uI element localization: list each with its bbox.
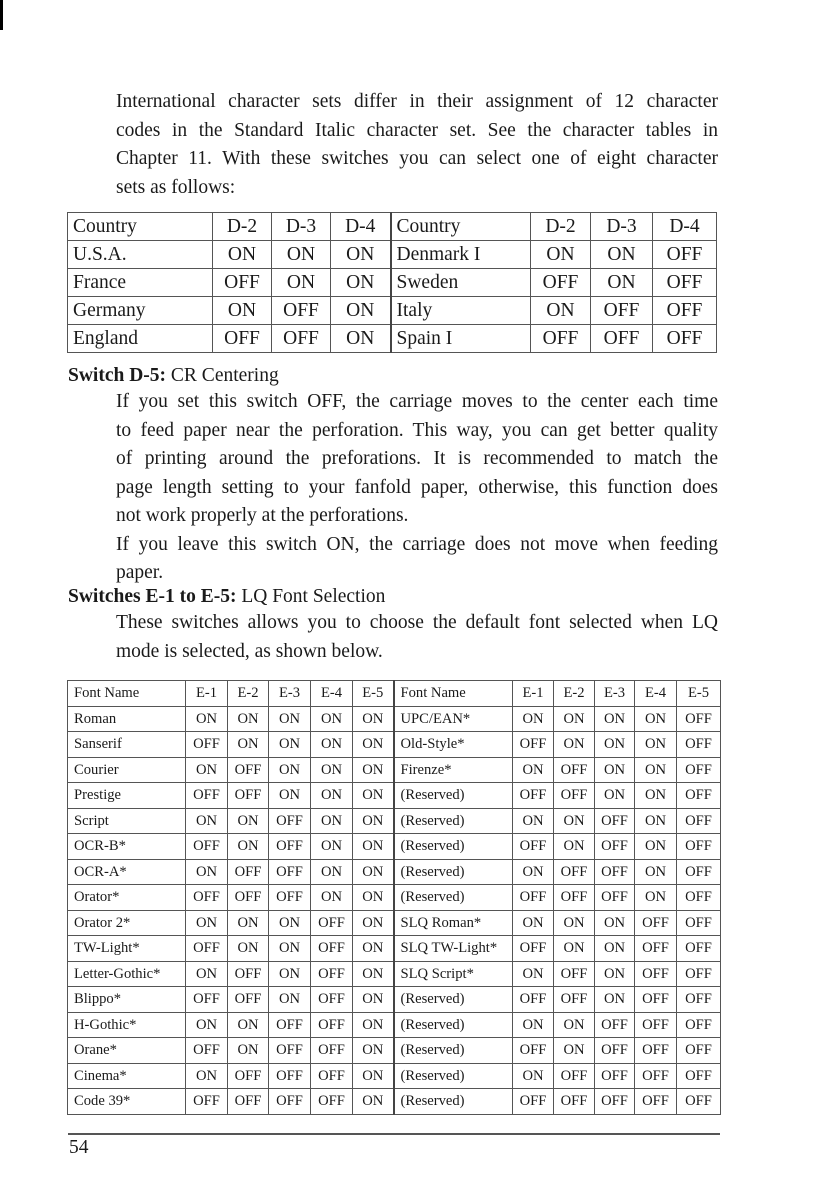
table-cell-switch-value: OFF bbox=[591, 297, 653, 325]
table-cell-switch-value: ON bbox=[353, 834, 394, 860]
table-cell-switch-value: OFF bbox=[513, 885, 554, 911]
table-cell-switch-value: ON bbox=[186, 808, 228, 834]
table-cell-switch-value: ON bbox=[353, 987, 394, 1013]
table-cell-switch-value: OFF bbox=[677, 1012, 721, 1038]
switch-e-label: Switches E-1 to E-5: bbox=[68, 586, 237, 607]
table-cell-switch-value: OFF bbox=[595, 1089, 635, 1115]
footer-rule bbox=[68, 1133, 720, 1135]
table-cell-switch-value: OFF bbox=[677, 808, 721, 834]
table-cell-switch-value: OFF bbox=[653, 325, 717, 353]
table-cell-name: TW-Light* bbox=[68, 936, 186, 962]
switch-e-heading bbox=[68, 585, 385, 609]
intro-line: codes in the Standard Italic character set. See the character tables in bbox=[116, 119, 718, 141]
table-cell-switch-value: ON bbox=[353, 783, 394, 809]
table-cell-switch-value: ON bbox=[228, 936, 269, 962]
table-cell-switch-value: OFF bbox=[269, 1063, 311, 1089]
table-cell-switch-value: OFF bbox=[513, 1038, 554, 1064]
table-cell-switch-value: ON bbox=[531, 241, 591, 269]
column-header: E-2 bbox=[554, 681, 595, 707]
table-cell-switch-value: ON bbox=[554, 936, 595, 962]
table-cell-switch-value: OFF bbox=[228, 885, 269, 911]
table-cell-switch-value: OFF bbox=[311, 987, 353, 1013]
table-cell-switch-value: OFF bbox=[554, 783, 595, 809]
column-header: Country bbox=[68, 213, 213, 241]
table-cell-switch-value: ON bbox=[228, 732, 269, 758]
country-switch-table bbox=[67, 212, 717, 353]
table-cell-switch-value: OFF bbox=[653, 241, 717, 269]
table-row bbox=[68, 1038, 721, 1064]
table-cell-name: Cinema* bbox=[68, 1063, 186, 1089]
table-cell-switch-value: OFF bbox=[186, 936, 228, 962]
table-cell-switch-value: ON bbox=[353, 936, 394, 962]
table-cell-switch-value: ON bbox=[591, 269, 653, 297]
table-cell-name: (Reserved) bbox=[394, 1063, 513, 1089]
d5-line: If you set this switch OFF, the carriage moves to the center each time bbox=[116, 391, 718, 412]
table-cell-switch-value: ON bbox=[331, 297, 391, 325]
table-row bbox=[68, 987, 721, 1013]
table-row bbox=[68, 241, 717, 269]
table-cell-switch-value: OFF bbox=[635, 910, 677, 936]
switch-d5-paragraph bbox=[116, 388, 718, 588]
table-row bbox=[68, 783, 721, 809]
table-cell-switch-value: OFF bbox=[311, 910, 353, 936]
table-cell-name: Courier bbox=[68, 757, 186, 783]
table-cell-switch-value: ON bbox=[513, 910, 554, 936]
table-cell-switch-value: ON bbox=[513, 757, 554, 783]
table-cell-switch-value: OFF bbox=[677, 783, 721, 809]
table-cell-switch-value: ON bbox=[213, 297, 272, 325]
table-cell-switch-value: OFF bbox=[554, 1089, 595, 1115]
table-cell-switch-value: OFF bbox=[513, 987, 554, 1013]
table-cell-switch-value: ON bbox=[311, 859, 353, 885]
intro-paragraph bbox=[116, 88, 718, 202]
table-cell-switch-value: OFF bbox=[677, 885, 721, 911]
table-cell-switch-value: OFF bbox=[186, 1038, 228, 1064]
table-cell-name: (Reserved) bbox=[394, 834, 513, 860]
column-header: D-3 bbox=[272, 213, 331, 241]
column-header: D-2 bbox=[531, 213, 591, 241]
table-cell-switch-value: ON bbox=[228, 706, 269, 732]
table-cell-switch-value: ON bbox=[595, 706, 635, 732]
table-cell-switch-value: ON bbox=[635, 808, 677, 834]
table-cell-name: Code 39* bbox=[68, 1089, 186, 1115]
table-cell-switch-value: ON bbox=[554, 1038, 595, 1064]
table-cell-switch-value: OFF bbox=[677, 1038, 721, 1064]
table-cell-name: Orator* bbox=[68, 885, 186, 911]
table-cell-switch-value: ON bbox=[186, 961, 228, 987]
table-cell-switch-value: OFF bbox=[269, 1012, 311, 1038]
column-header: E-3 bbox=[595, 681, 635, 707]
table-cell-switch-value: ON bbox=[311, 808, 353, 834]
table-cell-name: Firenze* bbox=[394, 757, 513, 783]
table-cell-switch-value: ON bbox=[353, 885, 394, 911]
table-cell-switch-value: OFF bbox=[269, 808, 311, 834]
table-cell-switch-value: OFF bbox=[186, 987, 228, 1013]
column-header: Font Name bbox=[394, 681, 513, 707]
table-cell-name: Italy bbox=[391, 297, 531, 325]
table-cell-switch-value: OFF bbox=[677, 706, 721, 732]
table-cell-switch-value: OFF bbox=[554, 757, 595, 783]
table-cell-switch-value: ON bbox=[513, 1012, 554, 1038]
table-cell-switch-value: ON bbox=[269, 936, 311, 962]
table-cell-switch-value: ON bbox=[269, 987, 311, 1013]
column-header: D-4 bbox=[653, 213, 717, 241]
table-cell-switch-value: ON bbox=[513, 808, 554, 834]
table-cell-switch-value: ON bbox=[595, 987, 635, 1013]
table-cell-switch-value: OFF bbox=[595, 1038, 635, 1064]
table-cell-switch-value: OFF bbox=[677, 1089, 721, 1115]
table-header-row bbox=[68, 681, 721, 707]
table-cell-name: Roman bbox=[68, 706, 186, 732]
column-header: D-2 bbox=[213, 213, 272, 241]
column-header: Font Name bbox=[68, 681, 186, 707]
table-cell-switch-value: OFF bbox=[635, 1038, 677, 1064]
table-cell-switch-value: OFF bbox=[228, 1089, 269, 1115]
table-row bbox=[68, 757, 721, 783]
table-cell-switch-value: ON bbox=[595, 936, 635, 962]
table-cell-switch-value: OFF bbox=[311, 961, 353, 987]
table-row bbox=[68, 936, 721, 962]
table-row bbox=[68, 297, 717, 325]
d5-line: paper. bbox=[116, 562, 164, 583]
table-cell-name: (Reserved) bbox=[394, 1089, 513, 1115]
table-cell-switch-value: OFF bbox=[554, 1063, 595, 1089]
table-cell-switch-value: OFF bbox=[213, 269, 272, 297]
table-cell-switch-value: OFF bbox=[591, 325, 653, 353]
table-cell-switch-value: OFF bbox=[513, 936, 554, 962]
column-header: E-5 bbox=[677, 681, 721, 707]
table-cell-switch-value: ON bbox=[269, 732, 311, 758]
table-cell-switch-value: ON bbox=[269, 706, 311, 732]
table-cell-switch-value: OFF bbox=[513, 1089, 554, 1115]
table-row bbox=[68, 961, 721, 987]
column-header: E-2 bbox=[228, 681, 269, 707]
table-cell-switch-value: OFF bbox=[228, 1063, 269, 1089]
table-cell-switch-value: ON bbox=[186, 1012, 228, 1038]
table-cell-switch-value: ON bbox=[228, 834, 269, 860]
table-cell-switch-value: ON bbox=[635, 732, 677, 758]
table-cell-switch-value: OFF bbox=[595, 834, 635, 860]
table-cell-name: SLQ Script* bbox=[394, 961, 513, 987]
table-cell-switch-value: ON bbox=[353, 1012, 394, 1038]
table-cell-switch-value: ON bbox=[331, 269, 391, 297]
table-cell-switch-value: ON bbox=[353, 1038, 394, 1064]
table-row bbox=[68, 885, 721, 911]
table-cell-switch-value: ON bbox=[595, 757, 635, 783]
switch-e-paragraph bbox=[116, 609, 718, 666]
table-cell-switch-value: OFF bbox=[677, 859, 721, 885]
column-header: E-5 bbox=[353, 681, 394, 707]
table-cell-switch-value: ON bbox=[331, 241, 391, 269]
table-cell-switch-value: OFF bbox=[677, 936, 721, 962]
table-cell-name: Denmark I bbox=[391, 241, 531, 269]
column-header: E-1 bbox=[186, 681, 228, 707]
table-row bbox=[68, 732, 721, 758]
table-cell-switch-value: OFF bbox=[531, 325, 591, 353]
table-cell-switch-value: ON bbox=[595, 783, 635, 809]
table-cell-name: (Reserved) bbox=[394, 987, 513, 1013]
table-cell-switch-value: OFF bbox=[677, 910, 721, 936]
table-cell-switch-value: OFF bbox=[677, 1063, 721, 1089]
table-cell-switch-value: OFF bbox=[213, 325, 272, 353]
table-cell-switch-value: ON bbox=[595, 910, 635, 936]
table-cell-name: Letter-Gothic* bbox=[68, 961, 186, 987]
table-cell-switch-value: ON bbox=[353, 961, 394, 987]
table-row bbox=[68, 1089, 721, 1115]
table-row bbox=[68, 1063, 721, 1089]
table-cell-switch-value: OFF bbox=[595, 859, 635, 885]
table-cell-switch-value: OFF bbox=[554, 961, 595, 987]
d5-line: not work properly at the perforations. bbox=[116, 505, 409, 526]
page-number: 54 bbox=[69, 1137, 89, 1158]
table-cell-switch-value: OFF bbox=[186, 1089, 228, 1115]
table-cell-name: (Reserved) bbox=[394, 1012, 513, 1038]
table-cell-switch-value: ON bbox=[311, 834, 353, 860]
table-cell-name: OCR-B* bbox=[68, 834, 186, 860]
table-row bbox=[68, 808, 721, 834]
table-cell-name: Sweden bbox=[391, 269, 531, 297]
table-cell-switch-value: OFF bbox=[554, 859, 595, 885]
table-cell-switch-value: ON bbox=[228, 1038, 269, 1064]
table-cell-switch-value: ON bbox=[186, 706, 228, 732]
table-cell-switch-value: ON bbox=[311, 783, 353, 809]
table-cell-switch-value: ON bbox=[186, 910, 228, 936]
column-header: E-4 bbox=[311, 681, 353, 707]
table-cell-switch-value: ON bbox=[311, 885, 353, 911]
table-cell-switch-value: OFF bbox=[513, 834, 554, 860]
font-selection-table bbox=[67, 680, 721, 1115]
table-cell-name: SLQ TW-Light* bbox=[394, 936, 513, 962]
table-cell-switch-value: OFF bbox=[272, 325, 331, 353]
table-cell-switch-value: ON bbox=[635, 783, 677, 809]
table-cell-switch-value: OFF bbox=[311, 1063, 353, 1089]
table-cell-switch-value: OFF bbox=[635, 1063, 677, 1089]
table-cell-name: UPC/EAN* bbox=[394, 706, 513, 732]
table-cell-name: Sanserif bbox=[68, 732, 186, 758]
table-cell-switch-value: OFF bbox=[635, 936, 677, 962]
table-cell-switch-value: ON bbox=[269, 961, 311, 987]
table-cell-switch-value: OFF bbox=[269, 1038, 311, 1064]
table-cell-switch-value: ON bbox=[554, 834, 595, 860]
table-cell-switch-value: OFF bbox=[186, 885, 228, 911]
column-header: D-3 bbox=[591, 213, 653, 241]
d5-line: to feed paper near the perforation. This way, you can get better quality bbox=[116, 419, 718, 441]
intro-line: Chapter 11. With these switches you can select one of eight character bbox=[116, 148, 718, 169]
table-cell-switch-value: OFF bbox=[554, 885, 595, 911]
table-cell-switch-value: OFF bbox=[311, 1089, 353, 1115]
switch-e-title: LQ Font Selection bbox=[236, 586, 386, 607]
table-cell-switch-value: ON bbox=[531, 297, 591, 325]
table-cell-switch-value: ON bbox=[228, 1012, 269, 1038]
table-cell-switch-value: ON bbox=[186, 1063, 228, 1089]
column-header: E-1 bbox=[513, 681, 554, 707]
table-row bbox=[68, 834, 721, 860]
table-cell-switch-value: OFF bbox=[311, 1012, 353, 1038]
table-cell-switch-value: ON bbox=[228, 910, 269, 936]
table-cell-name: OCR-A* bbox=[68, 859, 186, 885]
table-cell-switch-value: ON bbox=[311, 706, 353, 732]
switch-d5-label: Switch D-5: bbox=[68, 365, 167, 386]
table-cell-name: H-Gothic* bbox=[68, 1012, 186, 1038]
table-header-row bbox=[68, 213, 717, 241]
table-cell-switch-value: OFF bbox=[269, 885, 311, 911]
table-cell-switch-value: OFF bbox=[513, 783, 554, 809]
table-cell-switch-value: OFF bbox=[554, 987, 595, 1013]
table-cell-switch-value: OFF bbox=[228, 859, 269, 885]
table-cell-switch-value: OFF bbox=[635, 1089, 677, 1115]
table-cell-switch-value: ON bbox=[331, 325, 391, 353]
table-cell-switch-value: ON bbox=[353, 1089, 394, 1115]
table-cell-name: Germany bbox=[68, 297, 213, 325]
table-cell-switch-value: ON bbox=[228, 808, 269, 834]
table-cell-switch-value: ON bbox=[269, 783, 311, 809]
table-cell-switch-value: ON bbox=[353, 859, 394, 885]
table-cell-switch-value: OFF bbox=[653, 269, 717, 297]
table-cell-switch-value: ON bbox=[272, 269, 331, 297]
table-cell-name: Script bbox=[68, 808, 186, 834]
table-cell-name: Prestige bbox=[68, 783, 186, 809]
table-cell-switch-value: OFF bbox=[677, 834, 721, 860]
table-cell-name: (Reserved) bbox=[394, 808, 513, 834]
table-cell-name: (Reserved) bbox=[394, 783, 513, 809]
table-cell-switch-value: ON bbox=[513, 706, 554, 732]
table-cell-switch-value: OFF bbox=[595, 808, 635, 834]
table-cell-switch-value: ON bbox=[186, 859, 228, 885]
intro-line: International character sets differ in their assignment of 12 character bbox=[116, 91, 718, 112]
table-cell-switch-value: ON bbox=[353, 706, 394, 732]
table-cell-switch-value: ON bbox=[595, 961, 635, 987]
table-cell-switch-value: OFF bbox=[228, 757, 269, 783]
table-cell-name: Orator 2* bbox=[68, 910, 186, 936]
table-cell-switch-value: ON bbox=[635, 757, 677, 783]
table-cell-name: France bbox=[68, 269, 213, 297]
table-cell-switch-value: ON bbox=[513, 859, 554, 885]
table-cell-switch-value: ON bbox=[269, 910, 311, 936]
table-cell-switch-value: ON bbox=[554, 910, 595, 936]
table-cell-name: England bbox=[68, 325, 213, 353]
table-cell-switch-value: OFF bbox=[595, 1012, 635, 1038]
table-cell-switch-value: ON bbox=[635, 834, 677, 860]
d5-line: If you leave this switch ON, the carriage does not move when feeding bbox=[116, 533, 718, 555]
e-line: mode is selected, as shown below. bbox=[116, 640, 383, 662]
table-cell-name: Orane* bbox=[68, 1038, 186, 1064]
d5-line: page length setting to your fanfold paper, otherwise, this function does bbox=[116, 476, 718, 498]
table-cell-switch-value: OFF bbox=[269, 834, 311, 860]
table-cell-switch-value: ON bbox=[353, 910, 394, 936]
table-cell-switch-value: OFF bbox=[677, 961, 721, 987]
table-cell-switch-value: ON bbox=[186, 757, 228, 783]
page-edge-mark bbox=[0, 0, 3, 30]
table-cell-switch-value: ON bbox=[635, 885, 677, 911]
table-cell-switch-value: OFF bbox=[311, 1038, 353, 1064]
table-cell-switch-value: ON bbox=[554, 732, 595, 758]
switch-d5-heading bbox=[68, 364, 279, 388]
table-cell-switch-value: ON bbox=[554, 1012, 595, 1038]
table-cell-switch-value: ON bbox=[513, 961, 554, 987]
table-cell-switch-value: OFF bbox=[677, 987, 721, 1013]
table-cell-switch-value: OFF bbox=[228, 961, 269, 987]
table-cell-switch-value: OFF bbox=[531, 269, 591, 297]
switch-d5-title: CR Centering bbox=[166, 365, 279, 386]
table-cell-switch-value: OFF bbox=[272, 297, 331, 325]
table-cell-switch-value: ON bbox=[272, 241, 331, 269]
table-cell-name: (Reserved) bbox=[394, 1038, 513, 1064]
table-row bbox=[68, 325, 717, 353]
table-cell-switch-value: OFF bbox=[186, 732, 228, 758]
table-cell-switch-value: OFF bbox=[311, 936, 353, 962]
d5-line: of printing around the preforations. It is recommended to match the bbox=[116, 448, 718, 469]
table-cell-switch-value: ON bbox=[353, 1063, 394, 1089]
table-cell-switch-value: OFF bbox=[635, 961, 677, 987]
table-cell-switch-value: ON bbox=[635, 706, 677, 732]
table-cell-switch-value: OFF bbox=[228, 987, 269, 1013]
table-cell-name: Blippo* bbox=[68, 987, 186, 1013]
table-cell-name: Old-Style* bbox=[394, 732, 513, 758]
table-row bbox=[68, 269, 717, 297]
table-cell-switch-value: ON bbox=[311, 732, 353, 758]
table-cell-switch-value: OFF bbox=[595, 1063, 635, 1089]
table-row bbox=[68, 910, 721, 936]
table-row bbox=[68, 1012, 721, 1038]
table-cell-switch-value: OFF bbox=[653, 297, 717, 325]
table-cell-switch-value: OFF bbox=[513, 732, 554, 758]
table-cell-switch-value: ON bbox=[353, 732, 394, 758]
table-cell-switch-value: OFF bbox=[269, 859, 311, 885]
table-cell-switch-value: ON bbox=[213, 241, 272, 269]
table-cell-switch-value: OFF bbox=[677, 732, 721, 758]
table-cell-switch-value: OFF bbox=[186, 834, 228, 860]
table-cell-switch-value: ON bbox=[311, 757, 353, 783]
table-cell-name: Spain I bbox=[391, 325, 531, 353]
table-cell-name: U.S.A. bbox=[68, 241, 213, 269]
table-cell-switch-value: ON bbox=[353, 808, 394, 834]
table-cell-switch-value: OFF bbox=[269, 1089, 311, 1115]
column-header: D-4 bbox=[331, 213, 391, 241]
table-cell-switch-value: OFF bbox=[228, 783, 269, 809]
table-cell-switch-value: ON bbox=[353, 757, 394, 783]
table-row bbox=[68, 706, 721, 732]
table-row bbox=[68, 859, 721, 885]
table-cell-switch-value: ON bbox=[635, 859, 677, 885]
table-cell-switch-value: OFF bbox=[595, 885, 635, 911]
column-header: E-4 bbox=[635, 681, 677, 707]
table-cell-switch-value: OFF bbox=[186, 783, 228, 809]
column-header: Country bbox=[391, 213, 531, 241]
table-cell-switch-value: ON bbox=[554, 706, 595, 732]
e-line: These switches allows you to choose the default font selected when LQ bbox=[116, 612, 718, 633]
table-cell-switch-value: ON bbox=[513, 1063, 554, 1089]
column-header: E-3 bbox=[269, 681, 311, 707]
table-cell-switch-value: OFF bbox=[635, 1012, 677, 1038]
intro-line: sets as follows: bbox=[116, 176, 236, 198]
table-cell-switch-value: ON bbox=[591, 241, 653, 269]
table-cell-name: (Reserved) bbox=[394, 859, 513, 885]
table-cell-name: SLQ Roman* bbox=[394, 910, 513, 936]
table-cell-name: (Reserved) bbox=[394, 885, 513, 911]
table-cell-switch-value: ON bbox=[269, 757, 311, 783]
table-cell-switch-value: ON bbox=[554, 808, 595, 834]
table-cell-switch-value: OFF bbox=[677, 757, 721, 783]
table-cell-switch-value: ON bbox=[595, 732, 635, 758]
table-cell-switch-value: OFF bbox=[635, 987, 677, 1013]
